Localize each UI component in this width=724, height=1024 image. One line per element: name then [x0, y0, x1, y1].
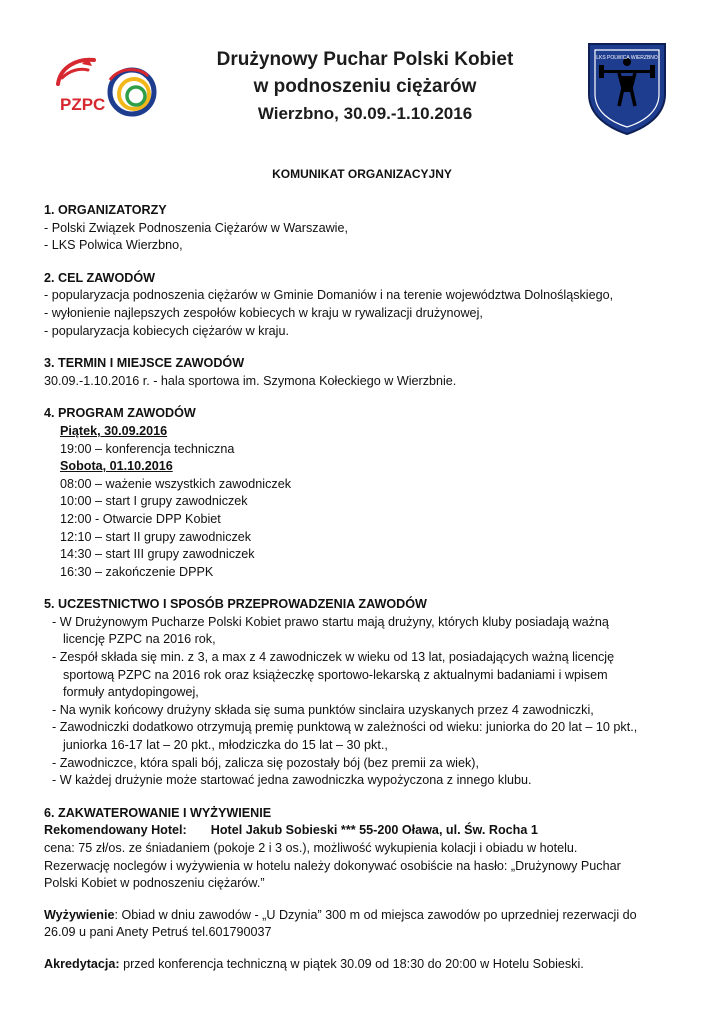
- food-paragraph: [44, 907, 684, 942]
- hotel-value: Hotel Jakub Sobieski *** 55-200 Oława, ul. Św. Rocha 1: [210, 823, 538, 838]
- organizer-line: - Polski Związek Podnoszenia Ciężarów w Warszawie,: [44, 220, 348, 235]
- accommodation-line: Rezerwację noclegów i wyżywienia w hotelu należy dokonywać osobiście na hasło: „Drużynowy Puchar: [44, 858, 621, 873]
- item-first-line: - Zespół składa się min. z 3, a max z 4 zawodniczek w wieku od 13 lat, posiadających ważną licencję: [52, 650, 615, 665]
- program-item: 08:00 – ważenie wszystkich zawodniczek: [60, 476, 291, 491]
- pzpc-logo: [48, 50, 160, 122]
- item-continuation: sportową PZPC na 2016 rok oraz książeczkę sportowo-lekarską z aktualnymi badaniami i wpisem: [63, 667, 608, 682]
- document-body: [44, 202, 684, 989]
- program-item: 19:00 – konferencja techniczna: [60, 441, 235, 456]
- hotel-row: [44, 822, 684, 840]
- doc-heading: KOMUNIKAT ORGANIZACYJNY: [272, 167, 452, 181]
- event-title: [190, 46, 540, 127]
- section-title: 6. ZAKWATEROWANIE I WYŻYWIENIE: [44, 805, 272, 820]
- item-first-line: - Zawodniczce, która spali bój, zalicza się pozostały bój (bez premii za wiek),: [52, 755, 479, 770]
- program-list: [44, 423, 684, 581]
- list-item: [44, 649, 684, 702]
- program-item: 12:00 - Otwarcie DPP Kobiet: [60, 511, 221, 526]
- food-label: Wyżywienie: [44, 907, 115, 922]
- item-first-line: - W Drużynowym Pucharze Polski Kobiet prawo startu mają drużyny, których kluby posiadają ważną: [52, 614, 609, 629]
- item-first-line: - Na wynik końcowy drużyny składa się suma punktów sinclaira uzyskanych przez 4 zawodniczki,: [52, 702, 594, 717]
- accreditation-label: Akredytacja:: [44, 956, 120, 971]
- item-continuation: juniorka 16-17 lat – 20 pkt., młodziczka do 15 lat – 30 pkt.,: [63, 738, 388, 753]
- section-goal: [44, 270, 684, 340]
- goal-line: - wyłonienie najlepszych zespołów kobiecych w kraju w rywalizacji drużynowej,: [44, 305, 483, 320]
- organizer-line: - LKS Polwica Wierzbno,: [44, 238, 183, 253]
- goal-line: - popularyzacja kobiecych ciężarów w kraju.: [44, 323, 289, 338]
- pzpc-logo-text: PZPC: [60, 95, 106, 114]
- title-line-2: w podnoszeniu ciężarów: [253, 76, 477, 97]
- food-text: : Obiad w dniu zawodów - „U Dzynia” 300 m od miejsca zawodów po uprzedniej rezerwacji do: [114, 907, 637, 922]
- accreditation-text: przed konferencja techniczną w piątek 30.09 od 18:30 do 20:00 w Hotelu Sobieski.: [119, 956, 584, 971]
- lks-logo-text: LKS POLWICA WIERZBNO: [596, 55, 658, 61]
- section-organizers: [44, 202, 684, 255]
- program-day: Piątek, 30.09.2016: [60, 423, 168, 438]
- accommodation-line: Polski Kobiet w podnoszeniu ciężarów.”: [44, 876, 265, 891]
- item-first-line: - Zawodniczki dodatkowo otrzymują premię punktową w zależności od wieku: juniorka do 20 lat – 10 pkt.,: [52, 720, 638, 735]
- food-text-2: 26.09 u pani Anety Petruś tel.601790037: [44, 925, 272, 940]
- section-date-place: [44, 355, 684, 390]
- item-first-line: - W każdej drużynie może startować jedna zawodniczka wypożyczona z innego klubu.: [52, 773, 532, 788]
- lks-polwica-logo: [585, 40, 669, 136]
- title-line-3: Wierzbno, 30.09.-1.10.2016: [257, 104, 473, 123]
- section-title: 3. TERMIN I MIEJSCE ZAWODÓW: [44, 356, 245, 371]
- program-item: 16:30 – zakończenie DPPK: [60, 564, 214, 579]
- section-program: [44, 405, 684, 581]
- hotel-label: Rekomendowany Hotel:: [44, 823, 187, 838]
- section-title: 2. CEL ZAWODÓW: [44, 270, 156, 285]
- section-accommodation: [44, 805, 684, 974]
- section-title: 5. UCZESTNICTWO I SPOSÓB PRZEPROWADZENIA ZAWODÓW: [44, 597, 427, 612]
- program-day: Sobota, 01.10.2016: [60, 459, 173, 474]
- section-title: 1. ORGANIZATORZY: [44, 203, 167, 217]
- program-item: 12:10 – start II grupy zawodniczek: [60, 529, 252, 544]
- goal-line: - popularyzacja podnoszenia ciężarów w Gminie Domaniów i na terenie województwa Dolnośląskiego,: [44, 288, 614, 303]
- date-place-line: 30.09.-1.10.2016 r. - hala sportowa im. Szymona Kołeckiego w Wierzbnie.: [44, 373, 457, 388]
- program-item: 14:30 – start III grupy zawodniczek: [60, 547, 255, 562]
- section-title: 4. PROGRAM ZAWODÓW: [44, 406, 196, 421]
- item-continuation: formuły antydopingowej,: [63, 685, 199, 700]
- program-item: 10:00 – start I grupy zawodniczek: [60, 494, 248, 509]
- item-continuation: licencję PZPC na 2016 rok,: [63, 632, 216, 647]
- list-item: [44, 702, 684, 720]
- list-item: [44, 755, 684, 773]
- title-line-1: Drużynowy Puchar Polski Kobiet: [216, 49, 514, 70]
- list-item: [44, 614, 684, 649]
- section-participation: [44, 596, 684, 790]
- accommodation-line: cena: 75 zł/os. ze śniadaniem (pokoje 2 i 3 os.), możliwość wykupienia kolacji i obiadu w hotelu.: [44, 841, 578, 855]
- accreditation-paragraph: [44, 956, 684, 974]
- list-item: [44, 719, 684, 754]
- list-item: [44, 772, 684, 790]
